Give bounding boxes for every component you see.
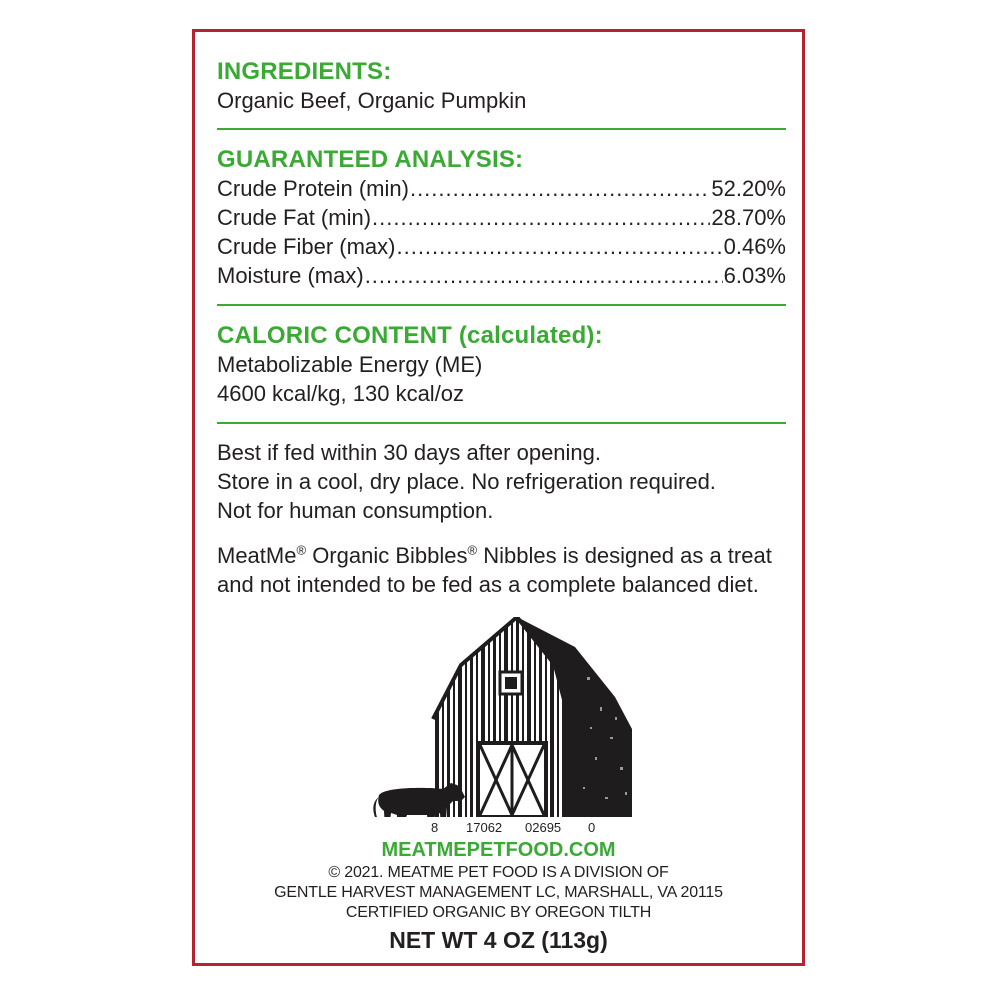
disclaimer-text: Nibbles is designed as a treat xyxy=(477,543,772,568)
label-content xyxy=(217,54,786,599)
disclaimer-line xyxy=(217,541,786,570)
caloric-line: Metabolizable Energy (ME) xyxy=(217,352,483,377)
disclaimer-section xyxy=(217,541,786,599)
analysis-row-value: 0.46% xyxy=(723,234,786,259)
analysis-row-name: Crude Fiber (max) xyxy=(217,234,396,259)
divider xyxy=(217,304,786,306)
product-label xyxy=(192,29,805,966)
disclaimer-line: and not intended to be fed as a complete balanced diet. xyxy=(217,572,759,597)
analysis-row-name: Crude Fat (min) xyxy=(217,205,372,230)
registered-mark: ® xyxy=(296,542,307,558)
analysis-row-name: Moisture (max) xyxy=(217,263,364,288)
certification-line: CERTIFIED ORGANIC BY OREGON TILTH xyxy=(345,904,652,921)
barcode-digit: 8 xyxy=(431,820,439,835)
caloric-section xyxy=(217,322,786,408)
analysis-row-value: 28.70% xyxy=(711,205,786,230)
dot-leader xyxy=(365,261,723,290)
divider xyxy=(217,422,786,424)
ingredients-heading: INGREDIENTS: xyxy=(217,58,392,85)
analysis-row-value: 6.03% xyxy=(723,263,786,288)
dot-leader xyxy=(372,203,710,232)
net-weight: NET WT 4 OZ (113g) xyxy=(389,927,608,953)
ingredients-text: Organic Beef, Organic Pumpkin xyxy=(217,88,527,113)
divider xyxy=(217,128,786,130)
storage-line: Best if fed within 30 days after opening. xyxy=(217,440,602,465)
storage-section xyxy=(217,438,786,525)
website-url: MEATMEPETFOOD.COM xyxy=(381,839,616,861)
analysis-row xyxy=(217,261,786,290)
analysis-row-name: Crude Protein (min) xyxy=(217,176,409,201)
product-name: Organic Bibbles xyxy=(306,543,468,568)
analysis-section xyxy=(217,146,786,290)
analysis-heading: GUARANTEED ANALYSIS: xyxy=(217,146,524,173)
analysis-row xyxy=(217,174,786,203)
barcode-digit: 0 xyxy=(588,820,596,835)
brand-name: MeatMe xyxy=(217,543,297,568)
barn-door xyxy=(478,743,546,817)
barcode-digit: 02695 xyxy=(525,820,562,835)
dot-leader xyxy=(396,232,722,261)
dot-leader xyxy=(410,174,710,203)
analysis-row xyxy=(217,232,786,261)
storage-line: Store in a cool, dry place. No refrigeration required. xyxy=(217,469,716,494)
caloric-line: 4600 kcal/kg, 130 kcal/oz xyxy=(217,381,465,406)
barn-barcode-icon xyxy=(195,617,802,817)
label-footer xyxy=(195,838,802,954)
ingredients-section xyxy=(217,58,786,115)
storage-line: Not for human consumption. xyxy=(217,498,494,523)
caloric-heading: CALORIC CONTENT (calculated): xyxy=(217,322,603,349)
registered-mark: ® xyxy=(467,542,478,558)
analysis-row-value: 52.20% xyxy=(711,176,786,201)
barcode-digit: 17062 xyxy=(466,820,503,835)
copyright-line: © 2021. MEATME PET FOOD IS A DIVISION OF xyxy=(328,864,669,881)
analysis-row xyxy=(217,203,786,232)
company-line: GENTLE HARVEST MANAGEMENT LC, MARSHALL, VA 20115 xyxy=(274,884,723,901)
